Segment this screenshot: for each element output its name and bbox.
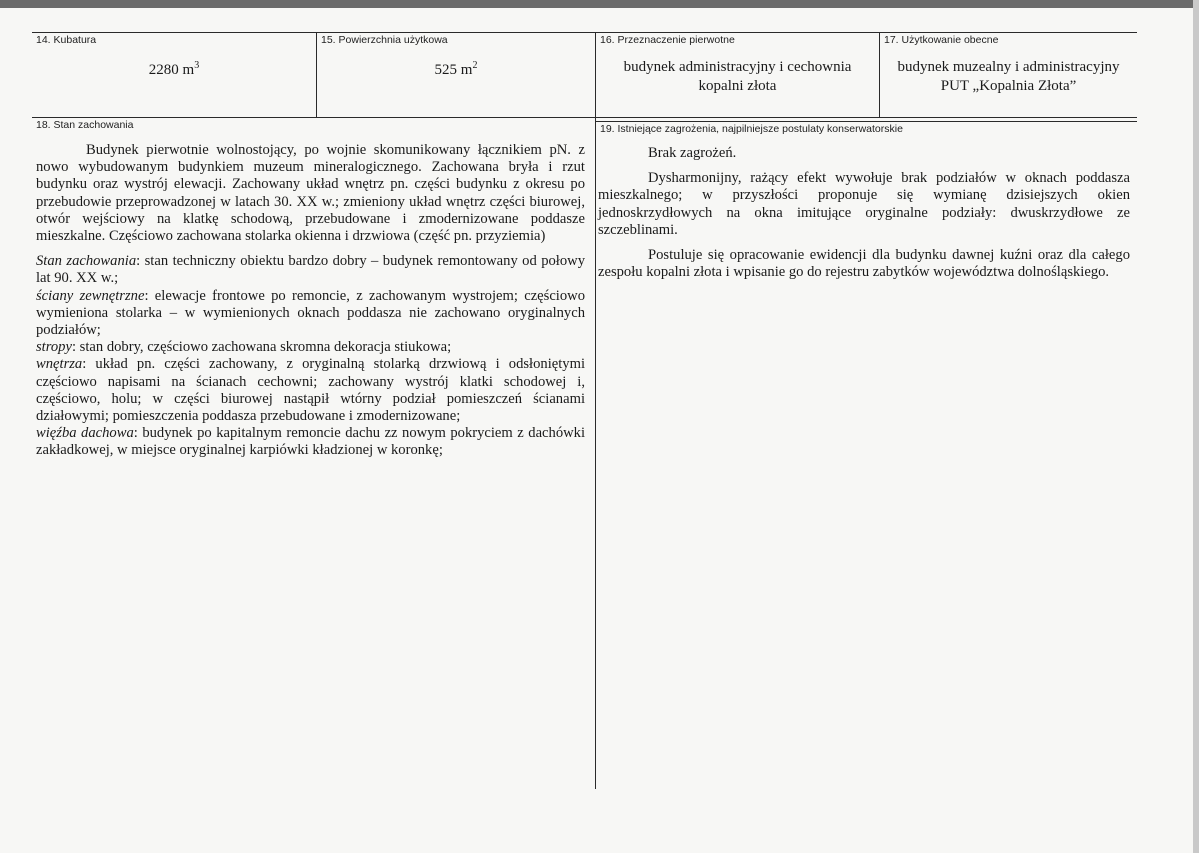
zagrozenia-p3: Postuluje się opracowanie ewidencji dla budynku dawnej kuźni oraz dla całego zespołu kopalni złota i wpisanie go do rejestru zabytków województwa dolnośląskiego. [598,247,1130,281]
rule-row1-bottom [32,117,1137,118]
value-uzytkowanie-line2: PUT „Kopalnia Złota” [940,78,1077,94]
zagrozenia-p2: Dysharmonijny, rażący efekt wywołuje brak podziałów w oknach poddasza mieszkalnego; w przyszłości proponuje się wymianę dzisiejszych okien jednoskrzydłowych na okna imitujące oryginalne podziały: dwuskrzydłowe ze szczeblinami. [598,170,1130,238]
value-kubatura-sup: 3 [194,60,200,71]
scan-right-edge [1193,0,1199,853]
value-przeznaczenie [596,58,879,96]
stan-item [36,288,585,340]
stan-item-text: : budynek po kapitalnym remoncie dachu zz nowym pokryciem z dachówki zakładkowej, w miejsce oryginalnej karpiówki kładzionej w koronkę; [36,425,586,459]
zagrozenia-p1: Brak zagrożeń. [648,145,737,161]
stan-intro: Budynek pierwotnie wolnostojący, po wojnie skomunikowany łącznikiem pN. z nowo wybudowanym budynkiem muzeum mineralogicznego. Zachowana bryła i rzut budynku oraz wystrój elewacji. Zachowany układ wnętrz pn. części budynku z okresu po przebudowie przeprowadzonej w latach 30. XX w.; zmieniony układ wnętrz części biurowej, otwór wejściowy na klatkę schodową, przebudowane i zmodernizowane poddasze mieszkalne. Częściowo zachowana stolarka okienna i drzwiowa (część pn. przyziemia) [36,142,585,245]
stan-item [36,253,585,287]
label-kubatura: 14. Kubatura [36,34,97,46]
rule-top [32,32,1137,33]
stan-item [36,339,585,356]
label-uzytkowanie: 17. Użytkowanie obecne [884,34,999,46]
stan-item-term: więźba dachowa [36,425,134,442]
scan-top-edge [0,0,1199,8]
stan-item-term: wnętrza [36,356,83,373]
label-przeznaczenie: 16. Przeznaczenie pierwotne [600,34,735,46]
label-zagrozenia: 19. Istniejące zagrożenia, najpilniejsze postulaty konserwatorskie [600,123,903,135]
label-stan-zachowania: 18. Stan zachowania [36,119,134,131]
stan-item-term: Stan zachowania [36,253,137,270]
value-powierzchnia-text: 525 m [434,62,473,78]
zagrozenia-text [598,145,1130,281]
stan-zachowania-text [36,142,585,460]
value-powierzchnia-sup: 2 [472,60,478,71]
stan-item-text: : stan dobry, częściowo zachowana skromna dekoracja stiukowa; [71,339,452,356]
label-powierzchnia: 15. Powierzchnia użytkowa [321,34,448,46]
value-uzytkowanie [880,58,1137,96]
value-kubatura [32,56,316,80]
stan-item [36,425,585,459]
value-powierzchnia [317,56,595,80]
divider-v2 [595,32,596,789]
stan-item-term: ściany zewnętrzne [36,287,145,304]
value-przeznaczenie-line2: kopalni złota [698,78,777,94]
stan-item [36,356,585,425]
stan-item-text: : stan techniczny obiektu bardzo dobry – budynek remontowany od połowy lat 90. XX w.; [36,253,585,287]
rule-row2-top [595,121,1137,122]
stan-item-text: : układ pn. części zachowany, z oryginalną stolarką drzwiową i odsłoniętymi częściowo napisami na ścianach cechowni; zachowany wystrój klatki schodowej i, częściowo, holu; w części biurowej nastąpił wtórny podział pomieszczeń ścianami działowymi; pomieszczenia poddasza przebudowane i zmodernizowane; [36,356,585,425]
value-kubatura-text: 2280 m [148,62,195,78]
stan-item-term: stropy [36,339,72,356]
value-przeznaczenie-line1: budynek administracyjny i cechownia [623,59,852,75]
value-uzytkowanie-line1: budynek muzealny i administracyjny [897,59,1120,75]
stan-item-text: : elewacje frontowe po remoncie, z zachowanym wystrojem; częściowo wymieniona stolarka – w wymienionych oknach poddasza nie zachowano oryginalnych podziałów; [36,287,585,339]
